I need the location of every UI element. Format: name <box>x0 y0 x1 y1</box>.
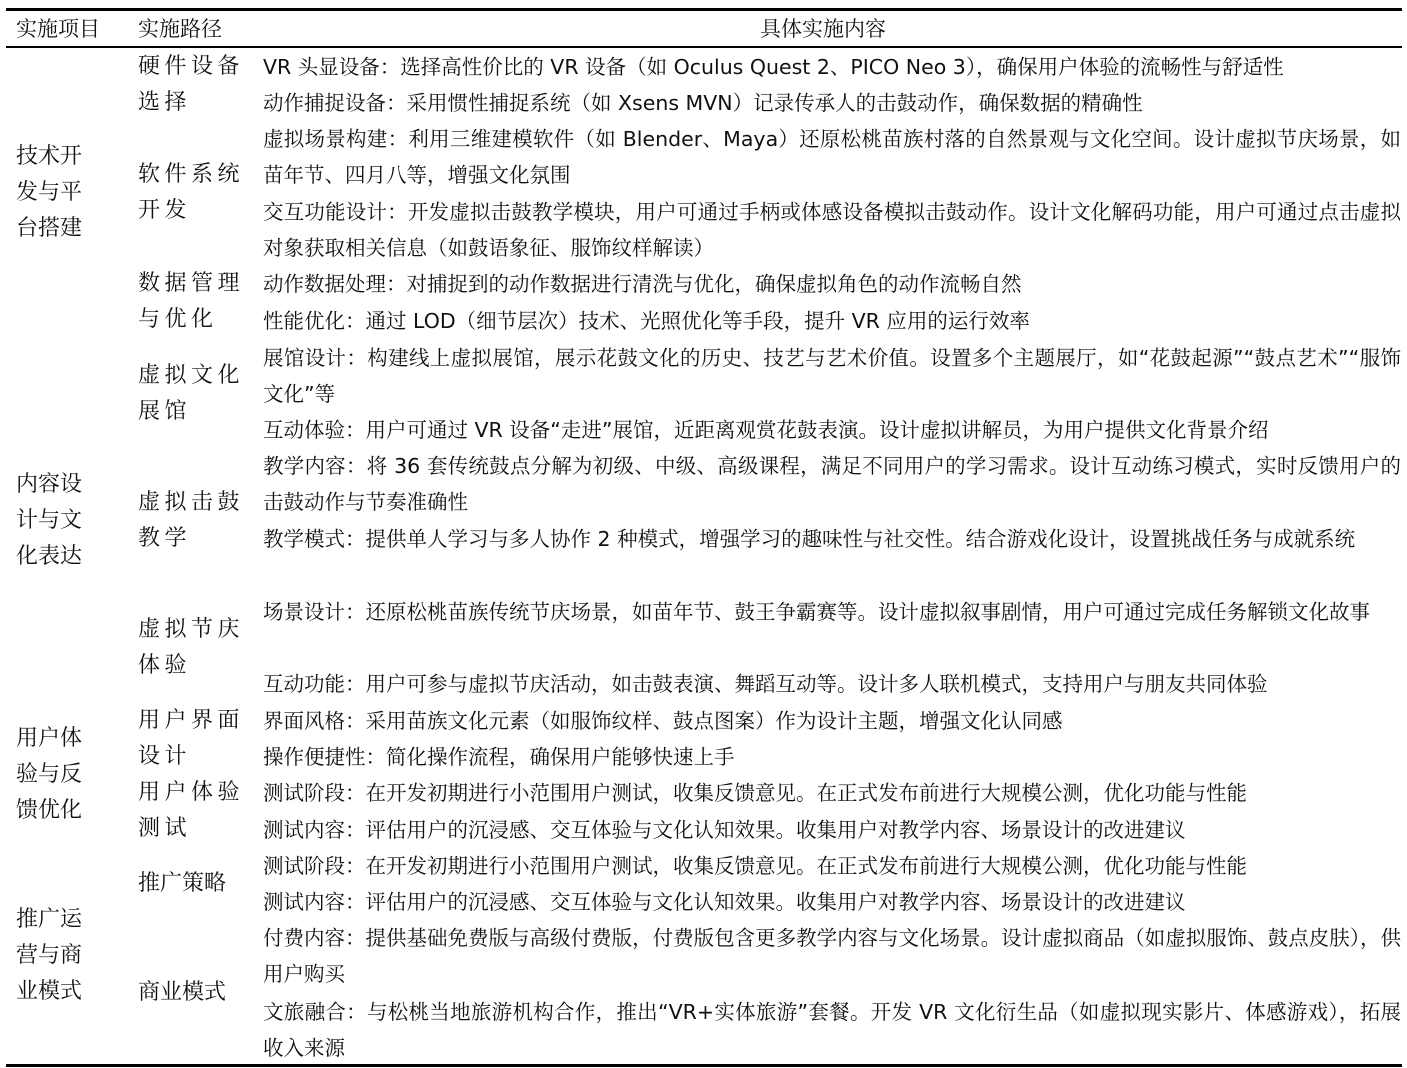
category-line: 计与文 <box>16 508 83 533</box>
content-performance: 性能优化：通过 LOD（细节层次）技术、光照优化等手段，提升 VR 应用的运行效率 <box>263 309 1030 333</box>
path-line: 选择 <box>138 90 192 115</box>
path-line: 虚拟文化 <box>138 363 245 388</box>
content-museum-design: 展馆设计：构建线上虚拟展馆，展示花鼓文化的历史、技艺与艺术价值。设置多个主题展厅，如“花鼓起源”“鼓点艺术”“服饰文化”等 <box>263 346 1401 407</box>
path-line: 数据管理 <box>138 271 245 296</box>
path-line: 开发 <box>138 198 192 223</box>
path-hardware <box>138 49 244 121</box>
path-line: 展馆 <box>138 399 192 424</box>
content-teaching-content: 教学内容：将 36 套传统鼓点分解为初级、中级、高级课程，满足不同用户的学习需求。设计互动练习模式，实时反馈用户的击鼓动作与节奏准确性 <box>263 454 1401 515</box>
table-bottom-rule <box>6 1064 1402 1067</box>
content-motion-data: 动作数据处理：对捕捉到的动作数据进行清洗与优化，确保虚拟角色的动作流畅自然 <box>263 272 1022 296</box>
path-line: 虚拟节庆 <box>138 617 245 642</box>
content-teaching-mode: 教学模式：提供单人学习与多人协作 2 种模式，增强学习的趣味性与社交性。结合游戏化设计，设置挑战任务与成就系统 <box>263 527 1356 551</box>
path-line: 硬件设备 <box>138 54 245 79</box>
path-virtual-drum-teaching <box>138 485 244 557</box>
path-promotion-strategy <box>138 866 226 902</box>
path-ui-design <box>138 703 244 775</box>
path-ux-testing <box>138 775 244 847</box>
content-paid-content: 付费内容：提供基础免费版与高级付费版，付费版包含更多教学内容与文化场景。设计虚拟商品（如虚拟服饰、鼓点皮肤），供用户购买 <box>263 926 1401 987</box>
path-line: 测试 <box>138 816 192 841</box>
category-line: 业模式 <box>16 979 83 1004</box>
path-line: 用户界面 <box>138 708 245 733</box>
path-line: 软件系统 <box>138 162 245 187</box>
path-line: 与优化 <box>138 307 218 332</box>
content-scene-building: 虚拟场景构建：利用三维建模软件（如 Blender、Maya）还原松桃苗族村落的自然景观与文化空间。设计虚拟节庆场景，如苗年节、四月八等，增强文化氛围 <box>263 127 1401 188</box>
category-line: 营与商 <box>16 943 83 968</box>
category-line: 技术开 <box>16 144 83 169</box>
path-line: 设计 <box>138 744 192 769</box>
category-line: 发与平 <box>16 180 83 205</box>
category-line: 馈优化 <box>16 798 83 823</box>
path-business-model <box>138 975 226 1011</box>
category-user-experience <box>16 721 82 829</box>
content-test-phase: 测试阶段：在开发初期进行小范围用户测试，收集反馈意见。在正式发布前进行大规模公测，优化功能与性能 <box>263 781 1247 805</box>
content-vr-headset: VR 头显设备：选择高性价比的 VR 设备（如 Oculus Quest 2、PICO Neo 3），确保用户体验的流畅性与舒适性 <box>263 55 1284 79</box>
header-path: 实施路径 <box>138 17 222 41</box>
content-promo-phase: 测试阶段：在开发初期进行小范围用户测试，收集反馈意见。在正式发布前进行大规模公测，优化功能与性能 <box>263 854 1247 878</box>
content-festival-interaction: 互动功能：用户可参与虚拟节庆活动，如击鼓表演、舞蹈互动等。设计多人联机模式，支持用户与朋友共同体验 <box>263 672 1268 696</box>
content-interaction-design: 交互功能设计：开发虚拟击鼓教学模块，用户可通过手柄或体感设备模拟击鼓动作。设计文化解码功能，用户可通过点击虚拟对象获取相关信息（如鼓语象征、服饰纹样解读） <box>263 200 1401 261</box>
path-line: 推广策略 <box>138 871 227 896</box>
path-virtual-festival <box>138 612 244 684</box>
path-line: 用户体验 <box>138 780 245 805</box>
content-ui-style: 界面风格：采用苗族文化元素（如服饰纹样、鼓点图案）作为设计主题，增强文化认同感 <box>263 709 1063 733</box>
category-line: 用户体 <box>16 726 83 751</box>
path-line: 教学 <box>138 526 192 551</box>
category-line: 推广运 <box>16 907 83 932</box>
path-software <box>138 157 244 229</box>
table-top-rule <box>6 8 1402 11</box>
path-virtual-museum <box>138 358 244 430</box>
path-line: 体验 <box>138 653 192 678</box>
content-museum-interaction: 互动体验：用户可通过 VR 设备“走进”展馆，近距离观赏花鼓表演。设计虚拟讲解员，为用户提供文化背景介绍 <box>263 418 1269 442</box>
content-test-content: 测试内容：评估用户的沉浸感、交互体验与文化认知效果。收集用户对教学内容、场景设计的改进建议 <box>263 818 1186 842</box>
table-header-rule <box>6 46 1402 48</box>
content-motion-capture: 动作捕捉设备：采用惯性捕捉系统（如 Xsens MVN）记录传承人的击鼓动作，确保数据的精确性 <box>263 91 1143 115</box>
category-line: 内容设 <box>16 472 83 497</box>
content-culture-tourism: 文旅融合：与松桃当地旅游机构合作，推出“VR+实体旅游”套餐。开发 VR 文化衍生品（如虚拟现实影片、体感游戏），拓展收入来源 <box>263 1000 1401 1061</box>
path-line: 虚拟击鼓 <box>138 490 245 515</box>
content-festival-scene: 场景设计：还原松桃苗族传统节庆场景，如苗年节、鼓王争霸赛等。设计虚拟叙事剧情，用户可通过完成任务解锁文化故事 <box>263 600 1370 624</box>
header-project: 实施项目 <box>16 17 100 41</box>
content-ui-usability: 操作便捷性：简化操作流程，确保用户能够快速上手 <box>263 745 735 769</box>
category-content-culture <box>16 467 82 575</box>
content-promo-content: 测试内容：评估用户的沉浸感、交互体验与文化认知效果。收集用户对教学内容、场景设计的改进建议 <box>263 890 1186 914</box>
header-content: 具体实施内容 <box>760 17 886 41</box>
category-line: 化表达 <box>16 544 83 569</box>
category-promotion-business <box>16 902 82 1010</box>
category-line: 台搭建 <box>16 216 83 241</box>
path-line: 商业模式 <box>138 980 227 1005</box>
path-data-management <box>138 266 244 338</box>
category-tech-platform <box>16 139 82 247</box>
category-line: 验与反 <box>16 762 83 787</box>
